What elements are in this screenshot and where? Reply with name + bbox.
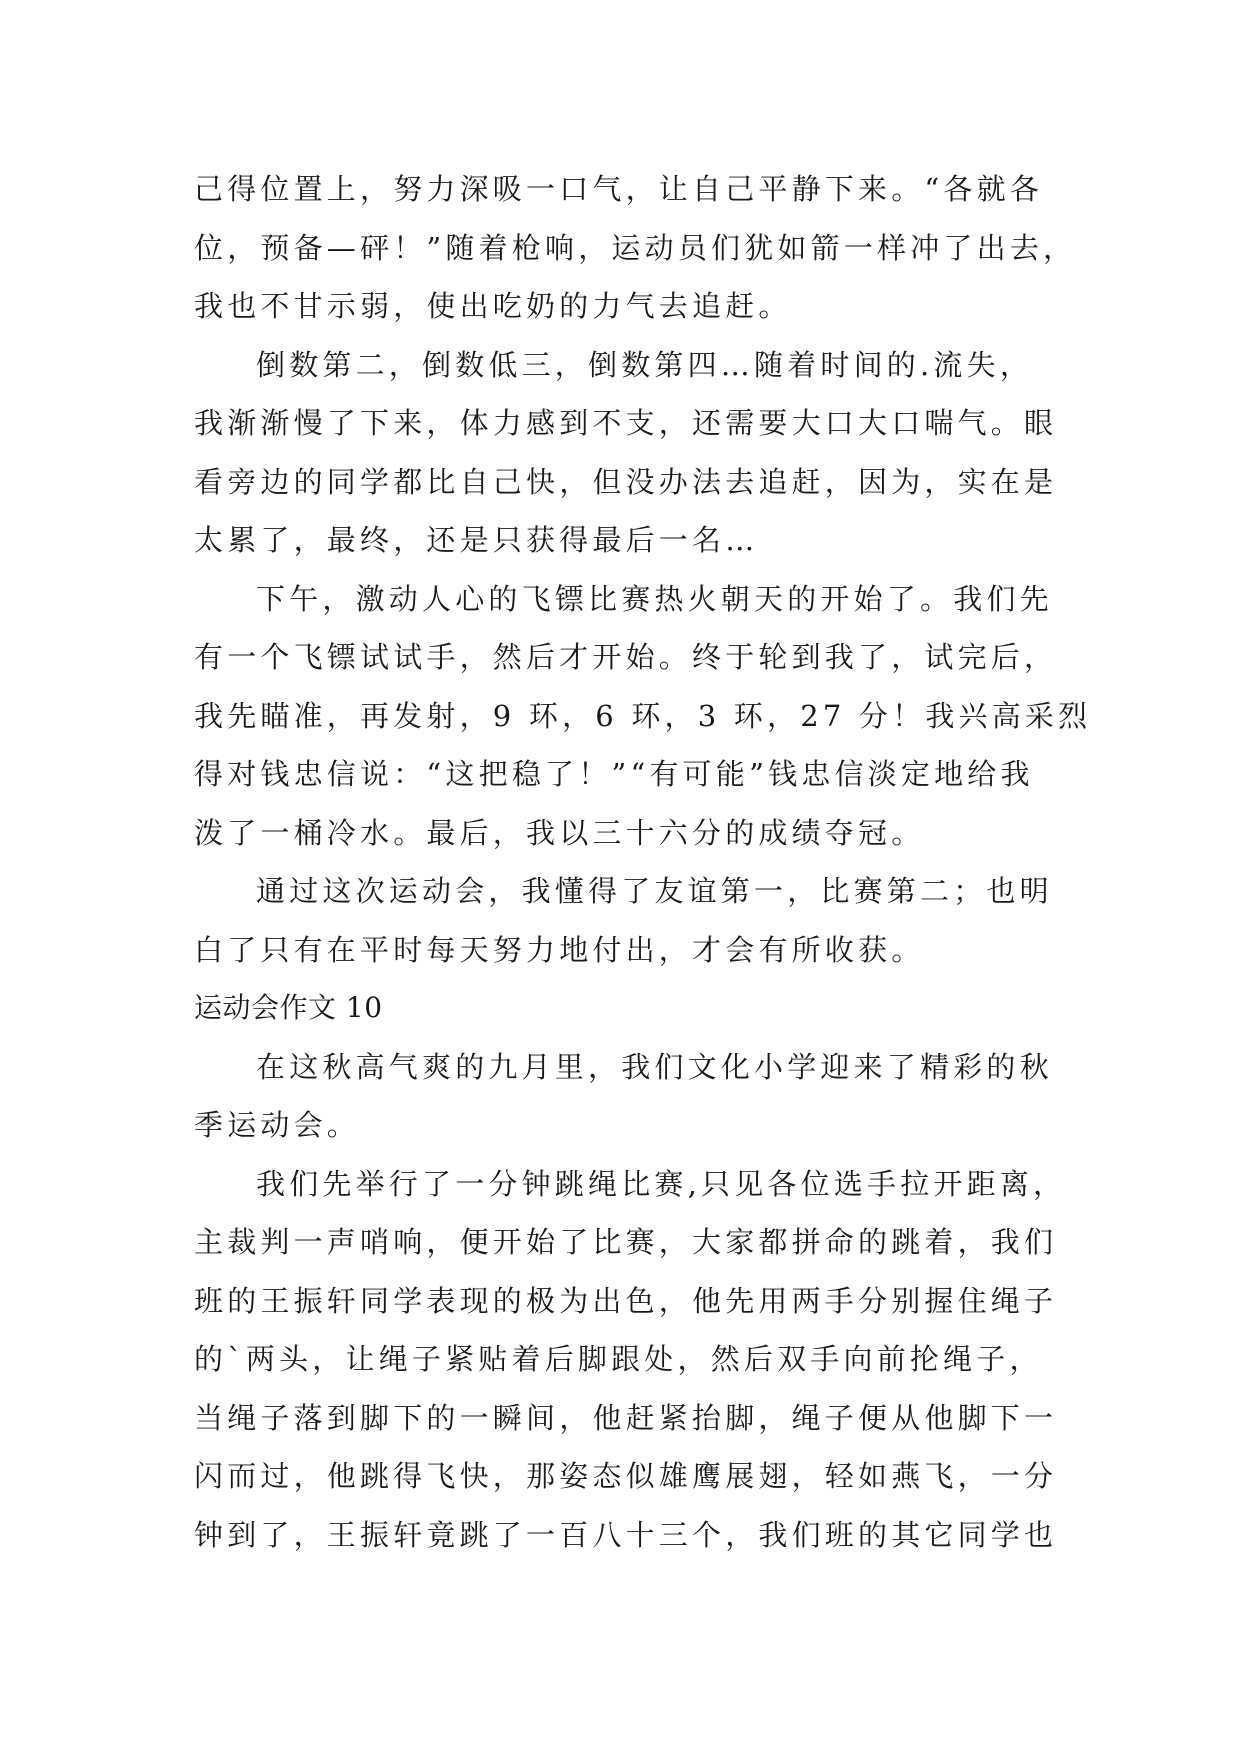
- text-line: 白了只有在平时每天努力地付出，才会有所收获。: [194, 932, 925, 967]
- section-heading: 运动会作文 10: [194, 991, 383, 1024]
- paragraph-first-line: 下午，激动人心的飞镖比赛热火朝天的开始了。我们先: [256, 581, 1053, 616]
- text-line: 我渐渐慢了下来，体力感到不支，还需要大口大口喘气。眼: [194, 406, 1058, 440]
- text-line: 季运动会。: [194, 1108, 361, 1142]
- paragraph-first-line: 倒数第二，倒数低三，倒数第四…随着时间的.流失，: [256, 347, 1034, 382]
- text-line: 得对钱忠信说：“这把稳了！”“有可能”钱忠信淡定地给我: [194, 757, 1034, 791]
- text-line: 太累了，最终，还是只获得最后一名…: [194, 523, 759, 557]
- text-line: 的`两头，让绳子紧贴着后脚跟处，然后双手向前抡绳子，: [194, 1342, 1043, 1376]
- text-line: 主裁判一声哨响，便开始了比赛，大家都拼命的跳着，我们: [194, 1225, 1058, 1259]
- text-line: 己得位置上，努力深吸一口气，让自己平静下来。“各就各: [194, 172, 1044, 206]
- paragraph-first-line: 在这秋高气爽的九月里，我们文化小学迎来了精彩的秋: [256, 1049, 1053, 1084]
- text-line: 位，预备—砰！”随着枪响，运动员们犹如箭一样冲了出去，: [194, 230, 1077, 265]
- text-line: 班的王振轩同学表现的极为出色，他先用两手分别握住绳子: [194, 1283, 1058, 1318]
- text-line: 看旁边的同学都比自己快，但没办法去追赶，因为，实在是: [194, 464, 1058, 499]
- paragraph-first-line: 通过这次运动会，我懂得了友谊第一，比赛第二；也明: [256, 874, 1053, 908]
- document-body: [194, 160, 1092, 1564]
- text-line: 钟到了，王振轩竟跳了一百八十三个，我们班的其它同学也: [194, 1517, 1058, 1552]
- text-line: 闪而过，他跳得飞快，那姿态似雄鹰展翅，轻如燕飞，一分: [194, 1459, 1058, 1493]
- text-line: 当绳子落到脚下的一瞬间，他赶紧抬脚，绳子便从他脚下一: [194, 1400, 1058, 1435]
- text-line: 有一个飞镖试试手，然后才开始。终于轮到我了，试完后，: [194, 640, 1058, 674]
- paragraph-first-line: 我们先举行了一分钟跳绳比赛,只见各位选手拉开距离，: [256, 1166, 1067, 1201]
- text-line: 我先瞄准，再发射，9 环，6 环，3 环，27 分！我兴高采烈: [194, 698, 1092, 733]
- text-line: 我也不甘示弱，使出吃奶的力气去追赶。: [194, 289, 792, 323]
- text-line: 泼了一桶冷水。最后，我以三十六分的成绩夺冠。: [194, 815, 925, 850]
